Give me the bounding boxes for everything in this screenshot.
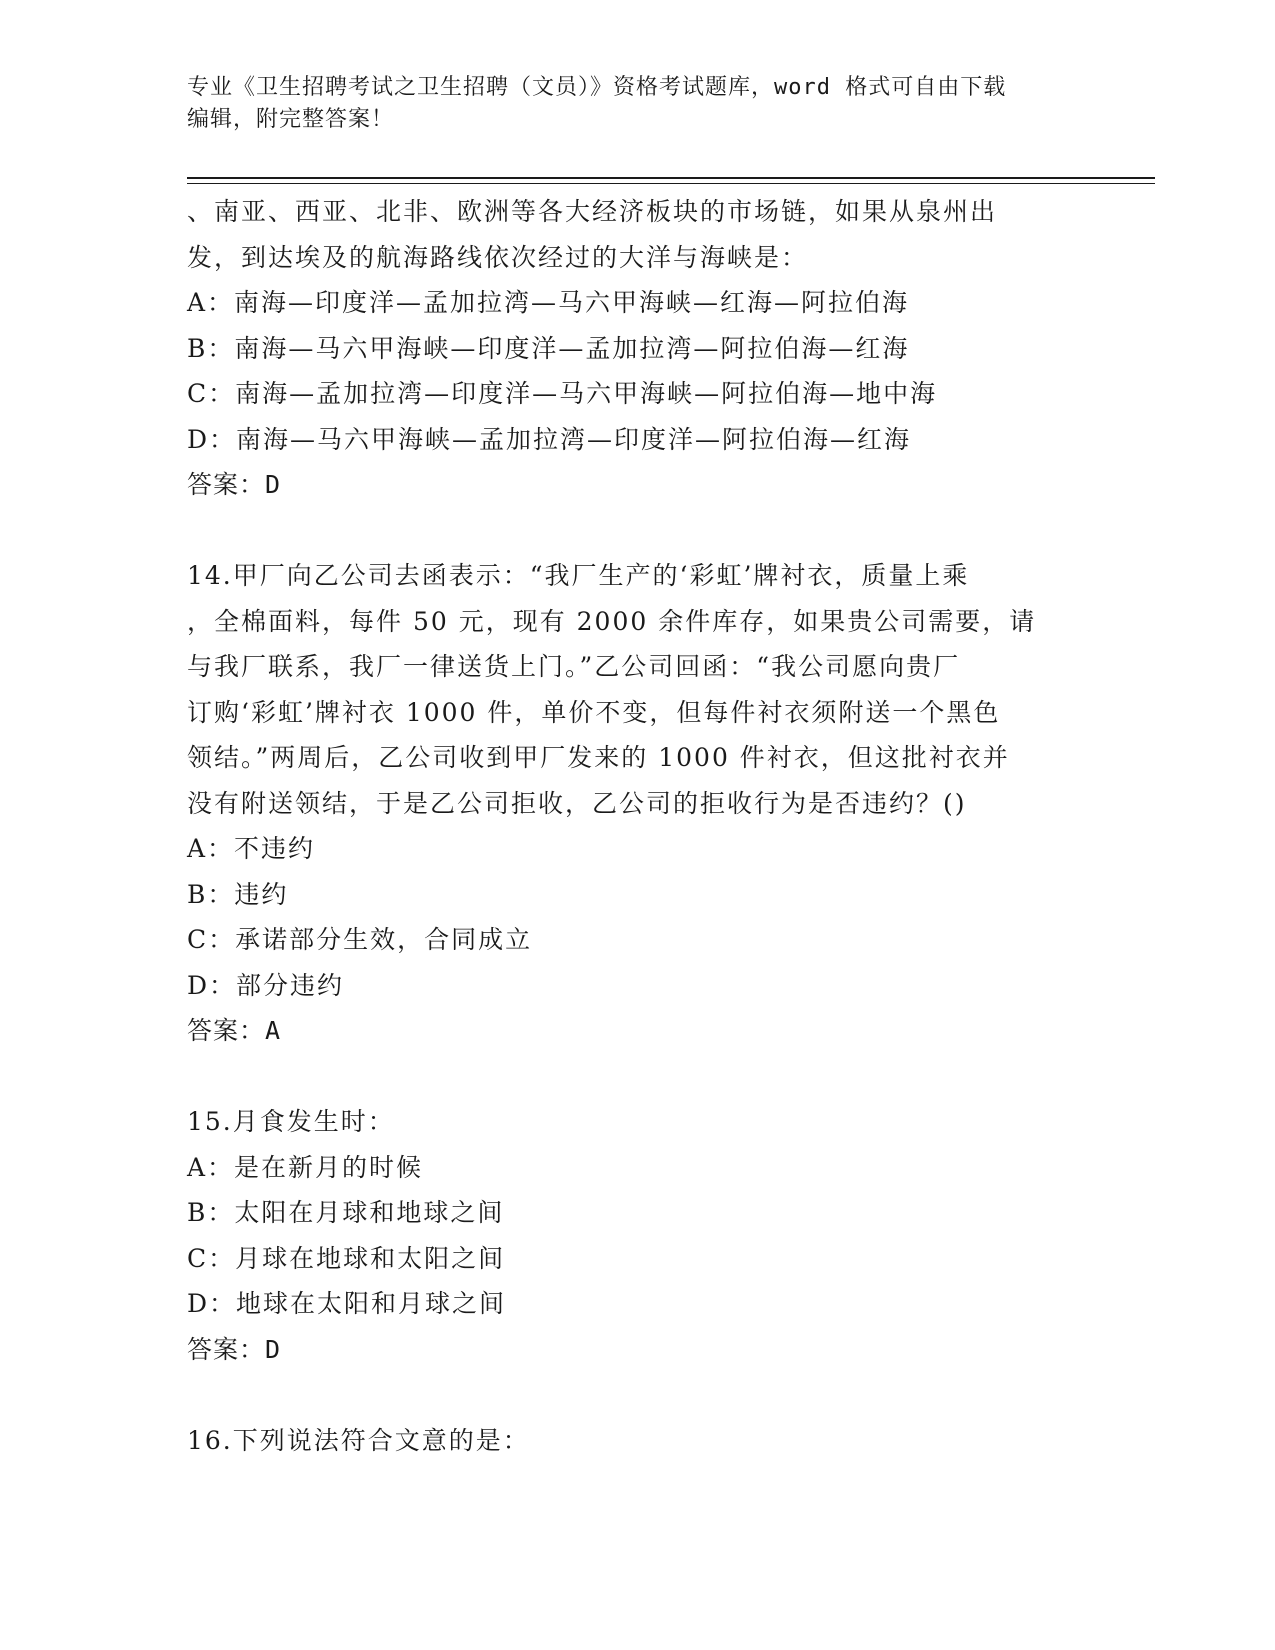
option-b: B：南海—马六甲海峡—印度洋—孟加拉湾—阿拉伯海—红海 (187, 333, 910, 363)
question-stem-line: 15.月食发生时： (187, 1107, 395, 1136)
option-c: C：月球在地球和太阳之间 (187, 1243, 506, 1273)
answer-line (187, 462, 1087, 508)
header-line-1: 专业《卫生招聘考试之卫生招聘（文员）》资格考试题库，word 格式可自由下载 (187, 75, 1007, 100)
document-header (187, 72, 1087, 136)
header-line-2: 编辑，附完整答案！ (187, 107, 395, 132)
answer-value: D (265, 1334, 282, 1364)
question-stem-line: 发，到达埃及的航海路线依次经过的大洋与海峡是： (187, 242, 809, 272)
option-c: C：南海—孟加拉湾—印度洋—马六甲海峡—阿拉伯海—地中海 (187, 379, 938, 408)
question-stem-line: ，全棉面料，每件 50 元，现有 2000 余件库存，如果贵公司需要，请 (187, 606, 1037, 636)
question-stem-line: 14.甲厂向乙公司去函表示：“我厂生产的‘彩虹’牌衬衣，质量上乘 (187, 561, 970, 590)
answer-value: A (265, 1016, 282, 1045)
question-14 (187, 553, 1087, 1054)
option-b: B：违约 (187, 879, 289, 909)
spacer (187, 1054, 1087, 1100)
question-stem-line: 16.下列说法符合文意的是： (187, 1425, 530, 1455)
question-stem-line: 领结。”两周后，乙公司收到甲厂发来的 1000 件衬衣，但这批衬衣并 (187, 743, 1010, 772)
option-c: C：承诺部分生效，合同成立 (187, 925, 533, 954)
question-stem-line: 没有附送领结，于是乙公司拒收，乙公司的拒收行为是否违约？() (187, 788, 967, 818)
answer-label: 答案： (187, 1016, 266, 1045)
option-d: D：南海—马六甲海峡—孟加拉湾—印度洋—阿拉伯海—红海 (187, 424, 912, 454)
answer-line (187, 1008, 1087, 1054)
header-divider-thick (187, 177, 1155, 179)
spacer (187, 1372, 1087, 1418)
option-a: A：不违约 (187, 834, 316, 863)
answer-line (187, 1327, 1087, 1373)
option-a: A：是在新月的时候 (187, 1152, 424, 1182)
question-stem-line: 订购‘彩虹’牌衬衣 1000 件，单价不变，但每件衬衣须附送一个黑色 (187, 697, 1001, 727)
question-list (187, 189, 1087, 1463)
answer-label: 答案： (187, 470, 266, 499)
answer-label: 答案： (187, 1334, 266, 1364)
option-b: B：太阳在月球和地球之间 (187, 1198, 505, 1227)
question-stem-line: 、南亚、西亚、北非、欧洲等各大经济板块的市场链，如果从泉州出 (187, 197, 998, 226)
question-16 (187, 1418, 1087, 1464)
question-13 (187, 189, 1087, 508)
answer-value: D (265, 470, 282, 499)
question-stem-line: 与我厂联系，我厂一律送货上门。”乙公司回函：“我公司愿向贵厂 (187, 652, 961, 681)
option-d: D：部分违约 (187, 970, 345, 1000)
option-a: A：南海—印度洋—孟加拉湾—马六甲海峡—红海—阿拉伯海 (187, 288, 910, 317)
spacer (187, 508, 1087, 554)
header-divider-thin (187, 183, 1155, 184)
question-15 (187, 1099, 1087, 1372)
option-d: D：地球在太阳和月球之间 (187, 1289, 507, 1318)
